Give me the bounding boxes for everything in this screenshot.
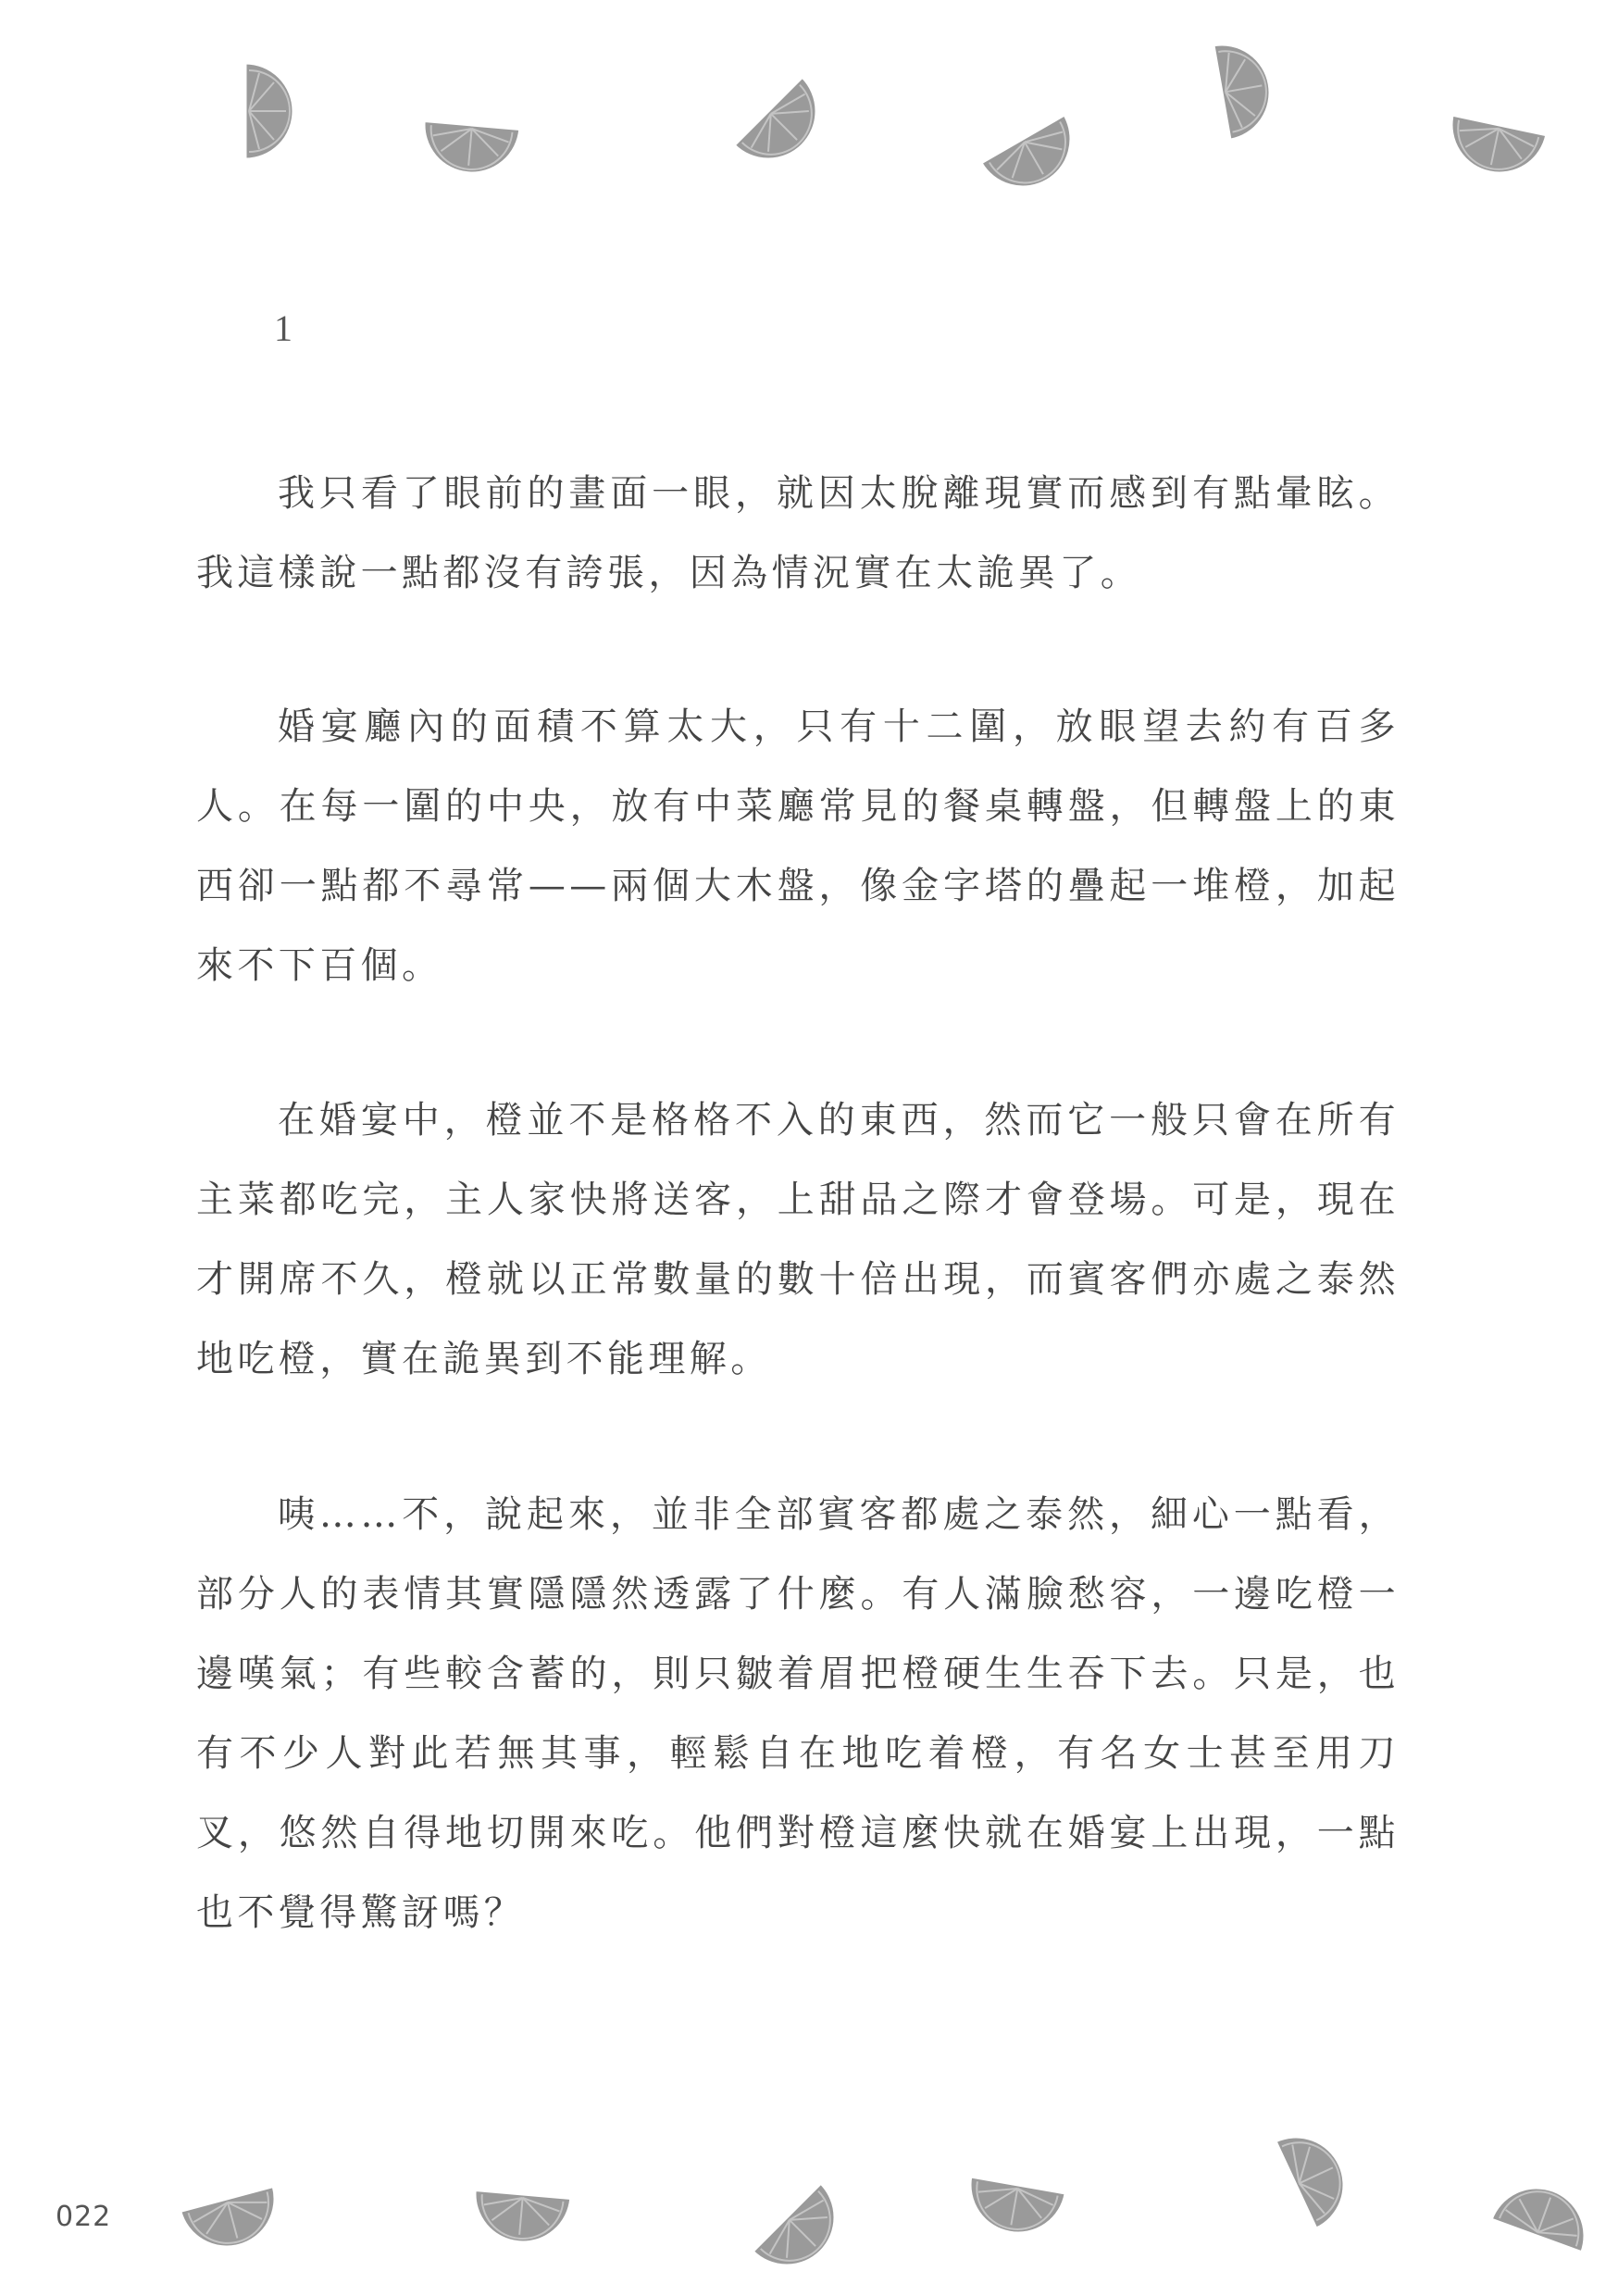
orange-slice-icon [467,2148,579,2259]
orange-slice-icon [171,2148,282,2259]
paragraph-3: 在婚宴中，橙並不是格格不入的東西，然而它一般只會在所有主菜都吃完，主人家快將送客，上甜品之際才會登場。可是，現在才開席不久，橙就以正常數量的數十倍出現，而賓客們亦處之泰然地吃橙，實在詭異到不能理解。 [196,1099,1400,1380]
orange-slice-icon [190,56,301,167]
orange-slice-icon [1176,37,1287,148]
chapter-number: 1 [274,307,292,349]
orange-slice-icon [1481,2171,1592,2282]
bottom-orange-slice-decoration [0,2111,1618,2296]
paragraph-1: 我只看了眼前的畫面一眼，就因太脫離現實而感到有點暈眩。我這樣說一點都沒有誇張，因為情況實在太詭異了。 [196,472,1400,594]
paragraph-2: 婚宴廳內的面積不算太大，只有十二圍，放眼望去約有百多人。在每一圍的中央，放有中菜廳常見的餐桌轉盤，但轉盤上的東西卻一點都不尋常——兩個大木盤，像金字塔的疊起一堆橙，加起來不下百個。 [196,705,1400,987]
orange-slice-icon [1245,2129,1356,2240]
orange-slice-icon [967,83,1078,194]
top-orange-slice-decoration [0,0,1618,185]
orange-slice-icon [713,56,824,167]
paragraph-4: 咦……不，說起來，並非全部賓客都處之泰然，細心一點看，部分人的表情其實隱隱然透露了什麼。有人滿臉愁容，一邊吃橙一邊嘆氣；有些較含蓄的，則只皺着眉把橙硬生生吞下去。只是，也有不少人對此若無其事，輕鬆自在地吃着橙，有名女士甚至用刀叉，悠然自得地切開來吃。他們對橙這麼快就在婚宴上出現，一點也不覺得驚訝嗎？ [196,1493,1400,1934]
orange-slice-icon [963,2139,1074,2250]
orange-slice-icon [417,83,528,194]
orange-slice-icon [1444,83,1555,194]
page-number: 022 [56,2201,112,2233]
orange-slice-icon [731,2162,842,2273]
